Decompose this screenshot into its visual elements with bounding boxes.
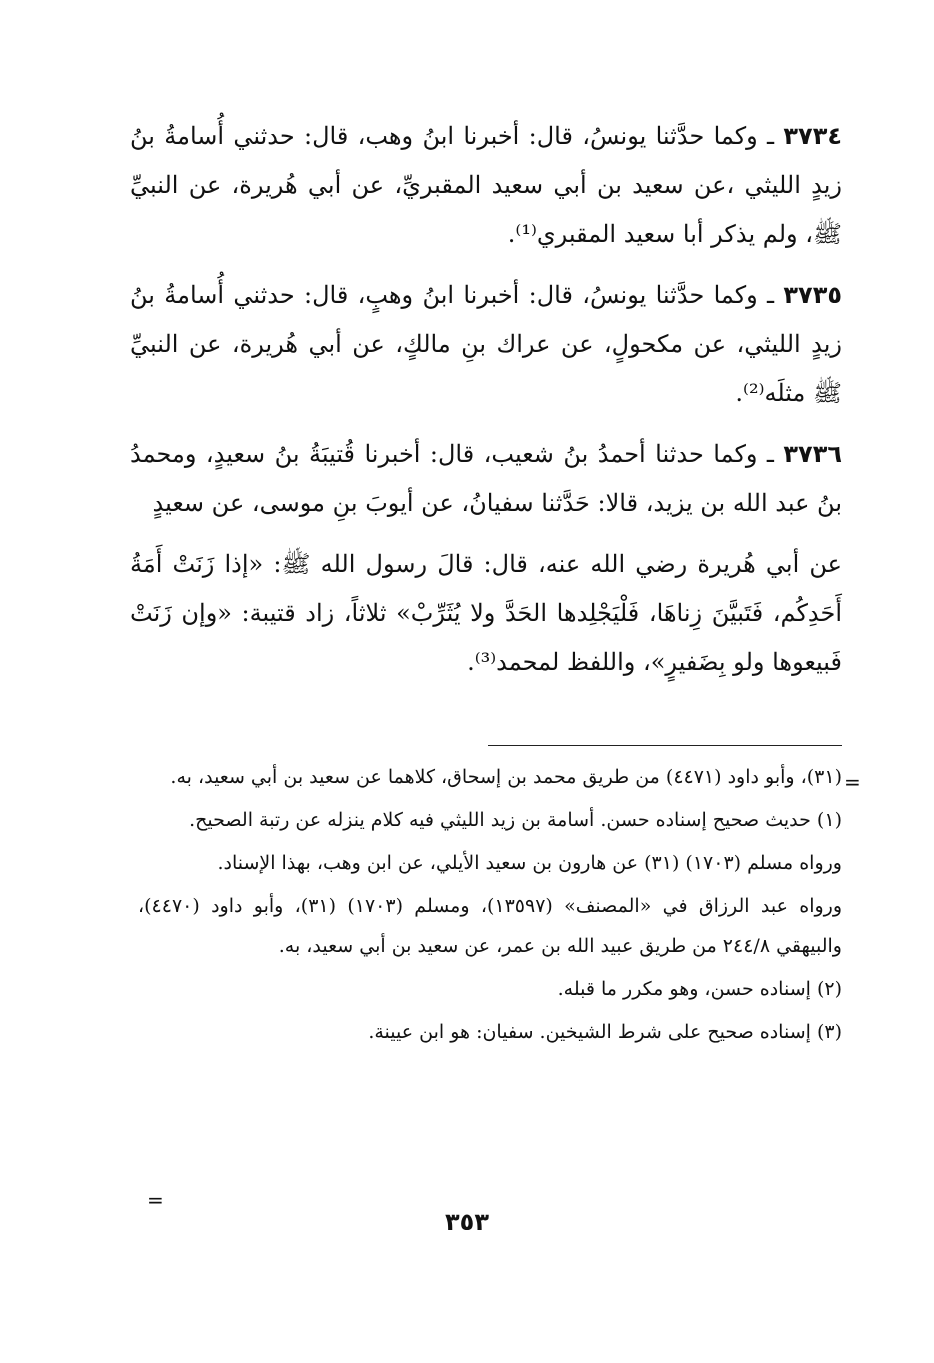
footnote-1: (١) حديث صحيح إسناده حسن. أسامة بن زيد الليثي فيه كلام ينزله عن رتبة الصحيح. <box>189 809 842 831</box>
hadith-number: ٣٧٣٤ <box>783 122 842 150</box>
hadith-3734 <box>130 112 842 259</box>
main-text <box>130 112 842 699</box>
hadith-text: ـ وكما حدثنا أحمدُ بنُ شعيب، قال: أخبرنا قُتيبَةُ بنُ سعيدٍ، ومحمدُ بنُ عبد الله بن يزيد، قالا: حَدَّثنا سفيانُ، عن أيوبَ بنِ موسى، عن سعيدٍ <box>130 440 842 517</box>
continuation-mark-bottom: = <box>147 1188 164 1212</box>
page-number: ٣٥٣ <box>445 1208 489 1236</box>
hadith-continuation: عن أبي هُريرة رضي الله عنه، قال: قالَ رسول الله ﷺ: «إذا زَنَتْ أَمَةُ أَحَدِكُم، فَتَبيَّنَ زِناهَا، فَلْيَجْلِدها الحَدَّ ولا يُثَرِّبْ» ثلاثاً، زاد قتيبة: «وإن زَنَتْ فَبيعوها ولو بِضَفيرٍ»، واللفظ لمحمد⁽³⁾. <box>130 550 842 676</box>
footnote-1-abdulrazzaq: ورواه عبد الرزاق في «المصنف» (١٣٥٩٧)، ومسلم (١٧٠٣) (٣١)، وأبو داود (٤٤٧٠)، والبيهقي ٢٤٤/٨ من طريق عبيد الله بن عمر، عن سعيد بن أبي سعيد، به. <box>138 895 843 957</box>
continuation-mark-top: = <box>844 770 861 794</box>
hadith-text: ـ وكما حدَّثنا يونسُ، قال: أخبرنا ابنُ وهب، قال: حدثني أُسامةُ بنُ زيدٍ الليثي ،عن سعيد بن أبي سعيد المقبريِّ، عن أبي هُريرة، عن النبيِّ ﷺ، ولم يذكر أبا سعيد المقبري⁽¹⁾. <box>130 122 842 248</box>
hadith-number: ٣٧٣٥ <box>783 281 842 309</box>
footnote-2: (٢) إسناده حسن، وهو مكرر ما قبله. <box>557 978 842 1000</box>
hadith-number: ٣٧٣٦ <box>783 440 842 468</box>
hadith-3735 <box>130 271 842 418</box>
footnote-separator <box>488 745 842 746</box>
footnotes <box>138 757 842 1055</box>
footnote-3: (٣) إسناده صحيح على شرط الشيخين. سفيان: هو ابن عيينة. <box>368 1021 842 1043</box>
hadith-3736 <box>130 430 842 528</box>
footnote-1-muslim: ورواه مسلم (١٧٠٣) (٣١) عن هارون بن سعيد الأيلي، عن ابن وهب، بهذا الإسناد. <box>217 852 842 874</box>
footnote-continued: (٣١)، وأبو داود (٤٤٧١) من طريق محمد بن إسحاق، كلاهما عن سعيد بن أبي سعيد، به. <box>170 766 842 788</box>
hadith-text: ـ وكما حدَّثنا يونسُ، قال: أخبرنا ابنُ وهبٍ، قال: حدثني أُسامةُ بنُ زيدٍ الليثي، عن مكحولٍ، عن عراك بنِ مالكٍ، عن أبي هُريرة، عن النبيِّ ﷺ مثلَه⁽²⁾. <box>130 281 842 407</box>
